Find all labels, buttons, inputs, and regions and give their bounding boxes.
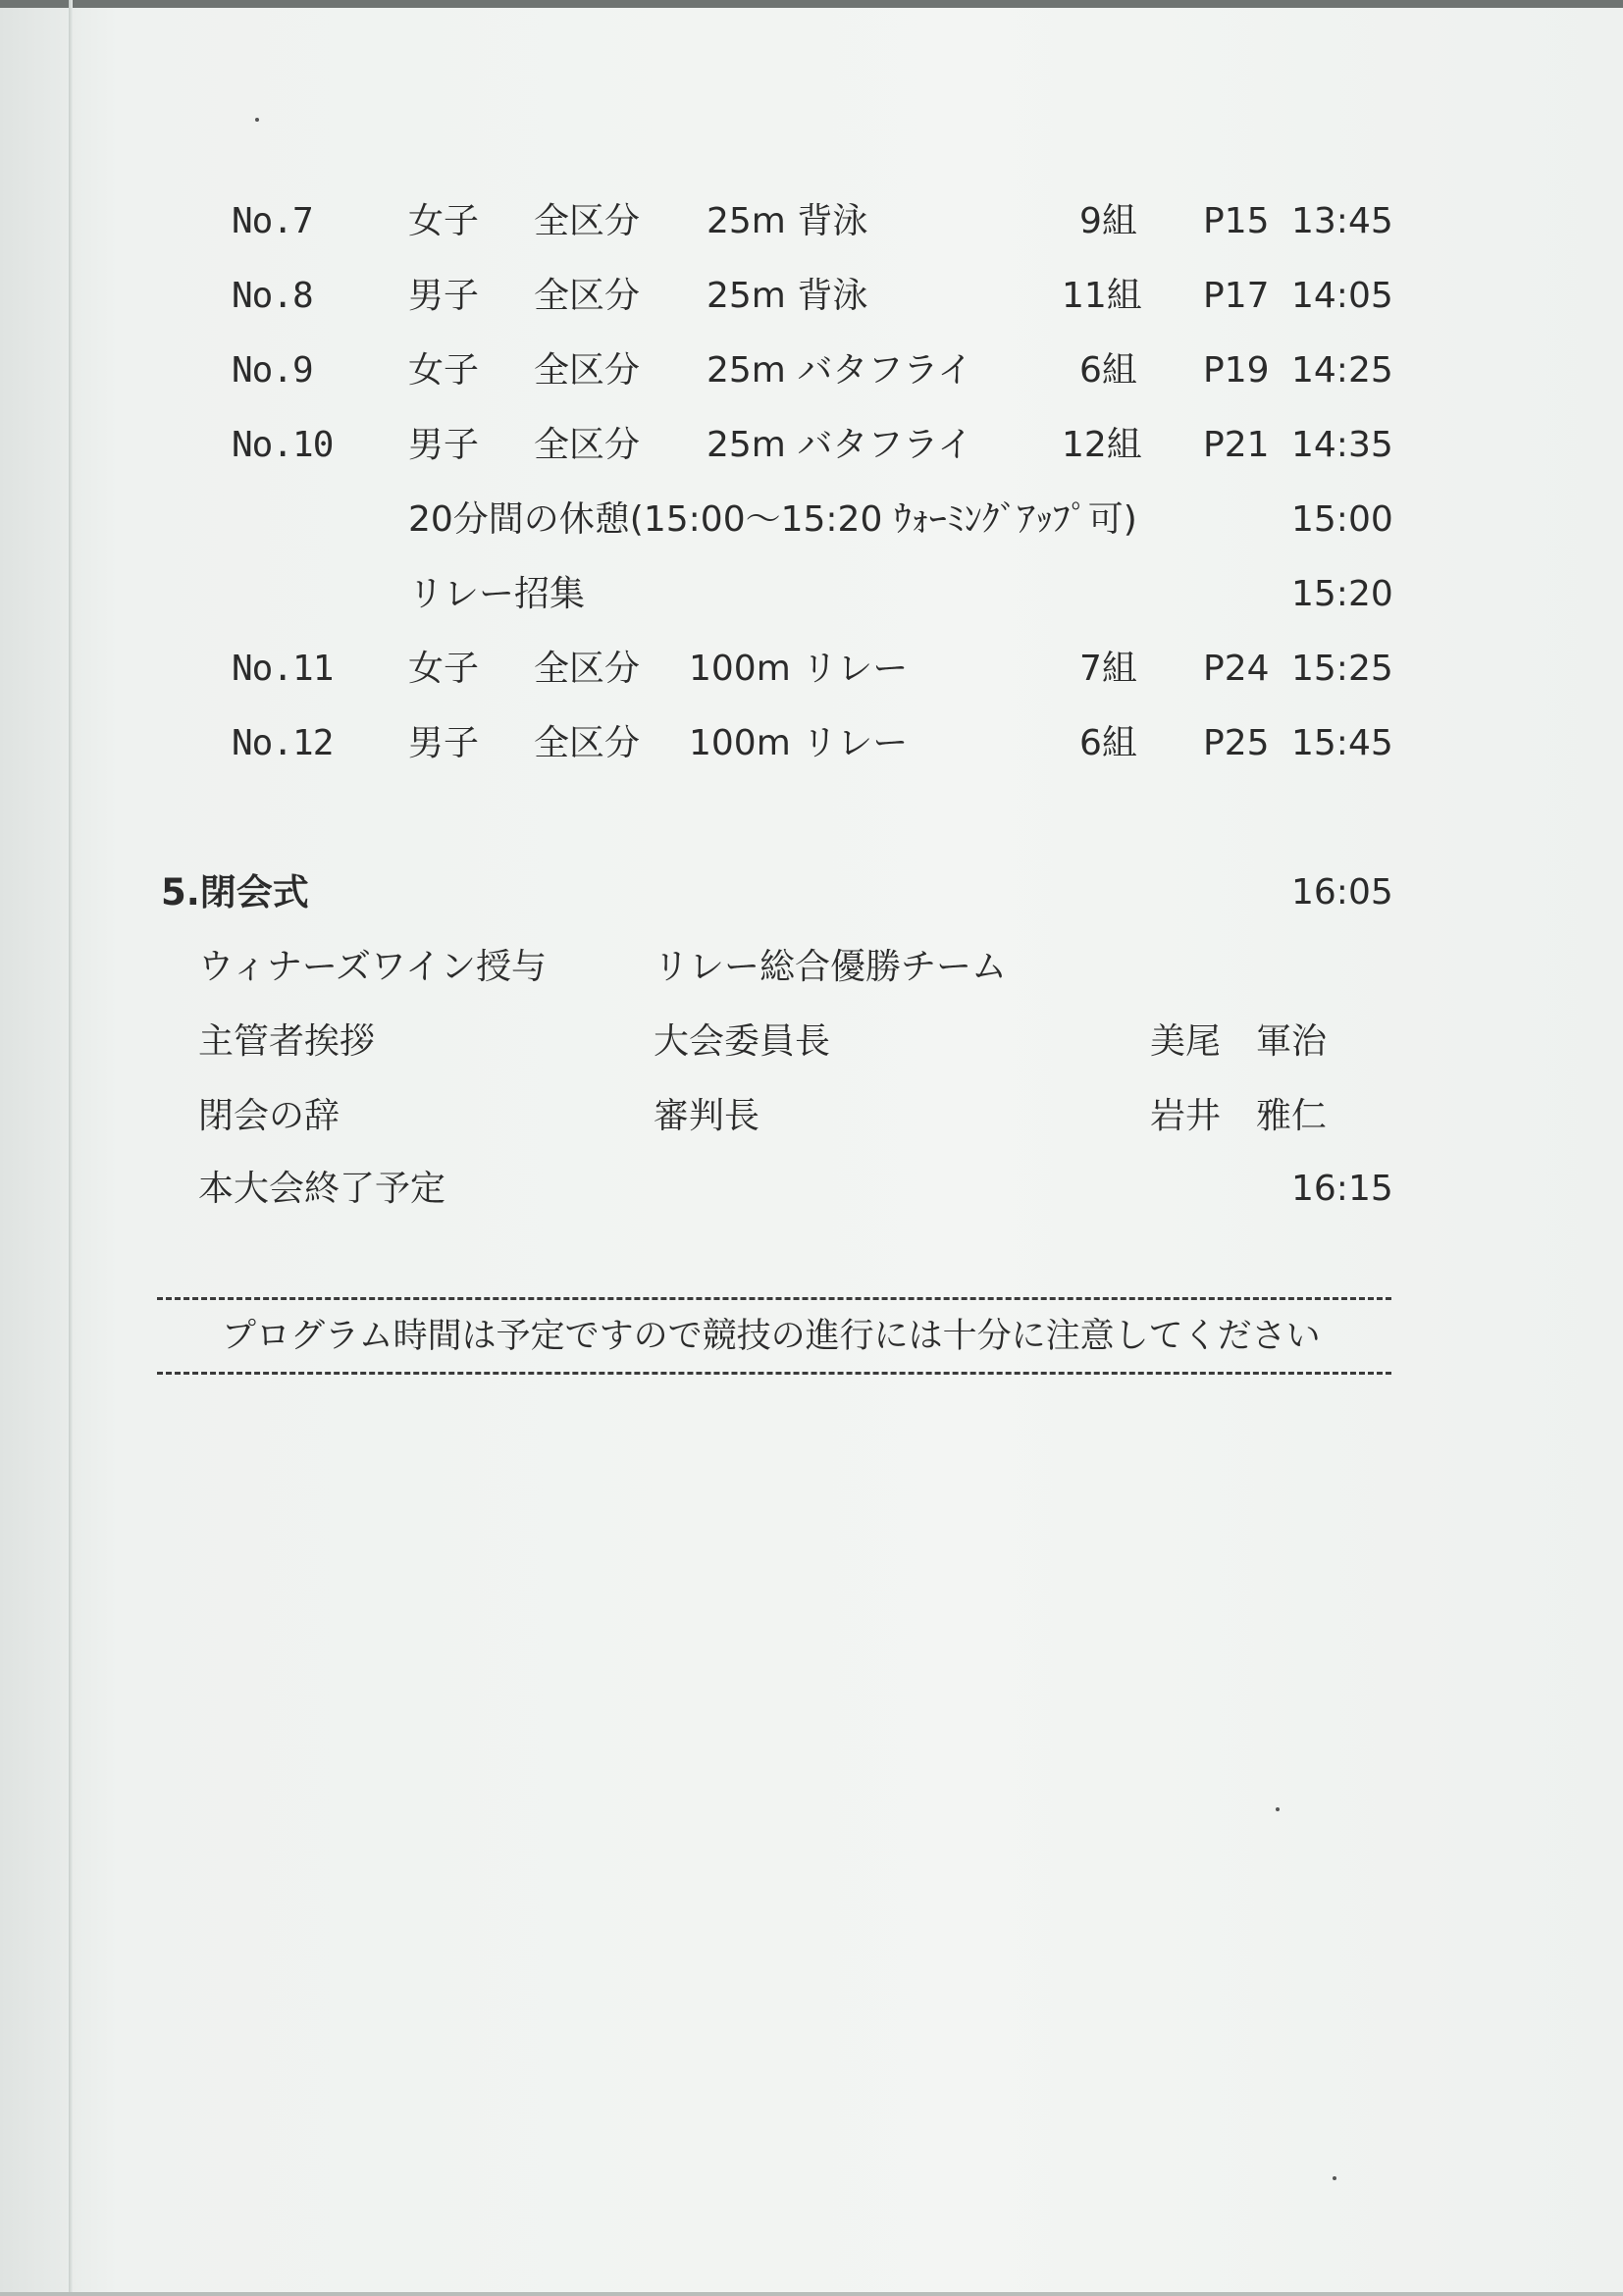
relay-call-time: 15:20 xyxy=(1291,574,1393,614)
closing-item: 主管者挨拶 xyxy=(198,1021,376,1062)
event-gender: 女子 xyxy=(408,350,480,391)
event-number: No.12 xyxy=(232,723,334,763)
event-time: 15:45 xyxy=(1291,723,1393,763)
event-number: No.9 xyxy=(232,350,313,391)
event-number: No.8 xyxy=(232,276,313,316)
relay-call-text: リレー招集 xyxy=(408,574,586,614)
closing-role: リレー総合優勝チーム xyxy=(654,947,1008,987)
event-division: 全区分 xyxy=(534,425,641,465)
break-text: 20分間の休憩(15:00～15:20 ｳｫｰﾐﾝｸﾞｱｯﾌﾟ可) xyxy=(408,499,1137,540)
event-name: 25m 背泳 xyxy=(707,276,868,316)
closing-role: 大会委員長 xyxy=(654,1021,831,1062)
closing-item: 閉会の辞 xyxy=(198,1096,340,1136)
notice-bottom-divider xyxy=(157,1372,1391,1375)
closing-person-name: 美尾 軍治 xyxy=(1150,1021,1328,1062)
event-gender: 男子 xyxy=(408,276,480,316)
event-name: 100m リレー xyxy=(689,649,909,689)
closing-item: ウィナーズワイン授与 xyxy=(198,947,547,987)
scan-top-edge xyxy=(0,0,1623,8)
event-division: 全区分 xyxy=(534,649,641,689)
event-name: 25m 背泳 xyxy=(707,201,868,241)
event-division: 全区分 xyxy=(534,723,641,763)
event-time: 13:45 xyxy=(1291,201,1393,241)
event-page: P15 xyxy=(1203,201,1270,241)
closing-title: 5.閉会式 xyxy=(161,871,309,913)
event-page: P25 xyxy=(1203,723,1270,763)
break-time: 15:00 xyxy=(1291,499,1393,540)
event-heats: 9組 xyxy=(1079,201,1137,241)
closing-role: 審判長 xyxy=(654,1096,760,1136)
event-division: 全区分 xyxy=(534,201,641,241)
closing-person-name: 岩井 雅仁 xyxy=(1150,1096,1328,1136)
event-heats: 6組 xyxy=(1079,723,1137,763)
event-time: 15:25 xyxy=(1291,649,1393,689)
closing-time: 16:05 xyxy=(1291,872,1393,913)
event-page: P24 xyxy=(1203,649,1270,689)
event-name: 100m リレー xyxy=(689,723,909,763)
event-page: P21 xyxy=(1203,425,1270,465)
scan-speck xyxy=(1333,2176,1336,2180)
event-gender: 女子 xyxy=(408,649,480,689)
event-time: 14:25 xyxy=(1291,350,1393,391)
event-name: 25m バタフライ xyxy=(707,425,973,465)
event-heats: 12組 xyxy=(1062,425,1142,465)
event-time: 14:35 xyxy=(1291,425,1393,465)
event-gender: 女子 xyxy=(408,201,480,241)
notice-text: プログラム時間は予定ですので競技の進行には十分に注意してください xyxy=(222,1317,1321,1356)
scan-speck xyxy=(255,118,259,122)
event-number: No.10 xyxy=(232,425,334,465)
event-number: No.11 xyxy=(232,649,334,689)
notice-top-divider xyxy=(157,1297,1391,1300)
event-gender: 男子 xyxy=(408,723,480,763)
event-page: P19 xyxy=(1203,350,1270,391)
closing-end-time: 16:15 xyxy=(1291,1169,1393,1209)
closing-end-item: 本大会終了予定 xyxy=(198,1169,446,1209)
event-division: 全区分 xyxy=(534,350,641,391)
event-page: P17 xyxy=(1203,276,1270,316)
event-heats: 7組 xyxy=(1079,649,1137,689)
event-number: No.7 xyxy=(232,201,313,241)
binding-edge xyxy=(69,0,73,2296)
scan-speck xyxy=(1276,1807,1280,1811)
event-division: 全区分 xyxy=(534,276,641,316)
event-heats: 6組 xyxy=(1079,350,1137,391)
event-time: 14:05 xyxy=(1291,276,1393,316)
event-name: 25m バタフライ xyxy=(707,350,973,391)
event-gender: 男子 xyxy=(408,425,480,465)
event-heats: 11組 xyxy=(1062,276,1142,316)
scan-bottom-edge xyxy=(0,2292,1623,2296)
